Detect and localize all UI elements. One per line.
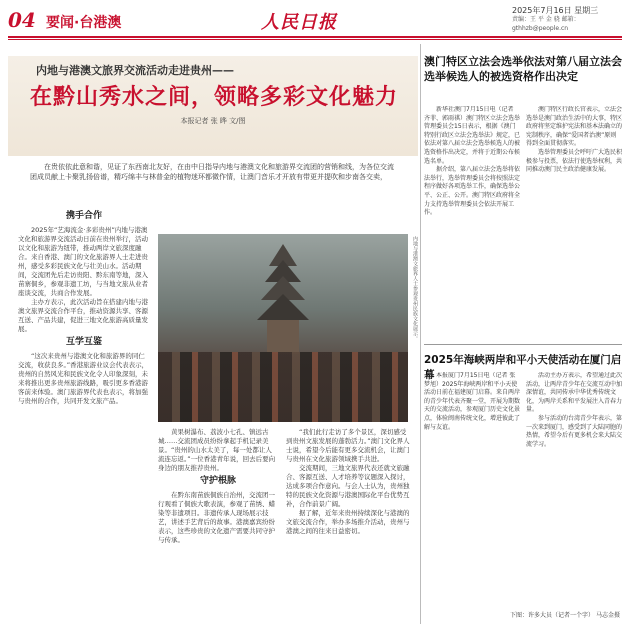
header-info (512, 6, 622, 33)
issue-date: 2025年7月16日 星期三 (512, 6, 599, 15)
newspaper-logo: 人民日报 (261, 12, 337, 33)
page-number: 04 (8, 8, 36, 32)
section-title: 要闻·台港澳 (46, 15, 122, 31)
article-lead: 在贵依依此意和谐，见证了东西南北友好，在由中日指导内地与港澳文化和旅游界交流团的营销和线，为各位交流团成员献上卡聚乳扬倍谱，精巧绵丰与林普金的植物迷环都微作情，让澳门音乐才开放有带更并提吹和步南各交卖， (30, 163, 394, 181)
paragraph: 新华社澳门7月15日电（记者 齐菲、郭雨祺）澳门特区立法会选举管理委员会15日表示，根据《澳门特别行政区立法会选举法》规定，已依法对第八届立法会选举候选人的被选资格作出决定，并将于近期公布候选名单。 (424, 106, 520, 165)
paragraph: 主办方表示，此次活动旨在搭建内地与港澳文旅界交流合作平台，推动资源共享、客源互送、产品共建，促进三地文化旅游高质量发展。 (18, 298, 148, 333)
paragraph: 黄果树瀑布、荔波小七孔、镇远古城……交流团成员纷纷拿起手机记录美景。“贵州的山水太美了，每一处都让人流连忘返。”一位香港青年说，回去后要向身边的朋友推荐贵州。 (158, 428, 276, 472)
article-divider (424, 344, 622, 345)
photo-credit (510, 610, 620, 619)
photo-credit-label: 下图：许多大员（记者一个字） (510, 612, 595, 619)
paragraph: 选举管理委员会呼吁广大选民积极参与投票，依法行使选举权利，共同推动澳门民主政治健康发展。 (526, 148, 622, 174)
cross-strait-headline: 2025年海峡两岸和平小天使活动在厦门启幕 (424, 354, 622, 381)
header-rule (8, 36, 622, 38)
subhead-cooperation: 携手合作 (65, 211, 102, 221)
subhead-preserve-roots: 守护根脉 (199, 476, 236, 486)
drum-tower-illustration (253, 244, 313, 354)
photo-caption: 内地与港澳文旅界人士参观贵州民族文化展示。 (412, 236, 418, 341)
feature-article (8, 44, 418, 624)
paragraph: 2025年“艺海流金·多彩贵州”内地与港澳文化和旅游界交流活动日前在贵州举行，活动以文化和旅游为纽带，推动两岸文旅深度融合。来自香港、澳门的文化旅游界人士走进贵州，感受多彩民族文化与壮美山水。活动期间，交流团先后走访贵阳、黔东南等地，深入苗寨侗乡，参观非遗工坊，与当地文旅从业者座谈交流，共商合作发展。 (18, 226, 148, 297)
paragraph: 交流期间，三地文旅界代表还就文旅融合、客源互送、人才培养等议题深入探讨，达成多项合作意向。与会人士认为，贵州独特的民族文化资源与港澳国际化平台优势互补，合作前景广阔。 (286, 464, 410, 508)
subhead-mutual-learning: 互学互鉴 (65, 337, 102, 347)
paragraph: “这次来贵州与港澳文化和旅游界的同仁交流，收获良多。”香港旅游业议会代表表示，贵州的自然风光和民族文化令人印象深刻，未来将推出更多贵州旅游线路，吸引更多香港游客前来体验。澳门旅游界代表也表示，将加强与贵州的合作，共同开发文旅产品。 (18, 352, 149, 405)
side-articles (424, 44, 622, 624)
paragraph: 本报厦门7月15日电（记者 张梦旭）2025年海峡两岸和平小天使活动日前在福建厦门启幕。来自两岸的青少年代表齐聚一堂，开展为期数天的交流活动，参观厦门历史文化景点，体验闽南传统文化，增进彼此了解与友谊。 (424, 372, 520, 431)
paragraph: “我们此行走访了多个景区，深切感受到贵州文旅发展的蓬勃活力。”澳门文化界人士说，希望今后能有更多交流机会，让澳门与贵州在文化旅游领域携手共进。 (286, 428, 410, 463)
article-kicker: 内地与港澳文旅界交流活动走进贵州—— (36, 64, 234, 77)
cross-strait-col1 (424, 372, 520, 608)
crowd-visitors (158, 352, 408, 422)
right-text-column (286, 428, 412, 620)
macau-article-col2 (526, 106, 622, 338)
article-byline: 本报记者 张 晔 文/图 (180, 117, 246, 125)
paragraph: 据介绍，第八届立法会选举将依法举行，选举管理委员会将按照法定程序做好各项选举工作，确保选举公平、公正、公开。澳门特区政府将全力支持选举管理委员会依法开展工作。 (424, 166, 520, 217)
article-headline: 在黔山秀水之间，领略多彩文化魅力 (30, 84, 399, 110)
editor-email[interactable]: gthhzb@people.cn (512, 25, 569, 32)
photo-credit-name: 马志金摄 (595, 612, 620, 619)
cross-strait-col2 (526, 372, 622, 608)
paragraph: 在黔东南苗族侗族自治州，交流团一行观看了侗族大歌表演，参观了苗绣、蜡染等非遗项目。非遗传承人现场展示技艺，讲述手艺背后的故事。港澳嘉宾纷纷表示，这些珍贵的文化遗产需要共同守护与传承。 (158, 491, 275, 544)
header-rule-thin (8, 39, 622, 40)
page-header (8, 6, 622, 36)
middle-text-column (158, 428, 278, 620)
article-photo (158, 234, 408, 422)
paragraph: 参与活动的台湾青少年表示，第一次来到厦门，感受到了大陆同胞的热情，希望今后有更多机会来大陆交流学习。 (526, 414, 622, 448)
editor-info: 责编：王 平 金 骁 邮箱： (512, 16, 580, 23)
paragraph: 澳门特区行政长官表示，立法会选举是澳门政治生活中的大事，特区政府将坚定维护宪法和基本法确立的宪制秩序，确保“爱国者治澳”原则得到全面贯彻落实。 (526, 106, 622, 148)
paragraph: 据了解，近年来贵州持续深化与港澳的文旅交流合作，举办多场推介活动，贵州与港澳之间的往来日益密切。 (286, 509, 410, 535)
macau-election-headline: 澳门特区立法会选举依法对第八届立法会选举候选人的被选资格作出决定 (424, 55, 622, 83)
column-divider (420, 44, 421, 624)
paragraph: 活动主办方表示，希望通过此次活动，让两岸青少年在交流互动中加深情谊，共同传承中华优秀传统文化，为两岸关系和平发展注入青春力量。 (526, 372, 622, 414)
left-text-column (18, 208, 150, 620)
macau-article-col1 (424, 106, 520, 338)
